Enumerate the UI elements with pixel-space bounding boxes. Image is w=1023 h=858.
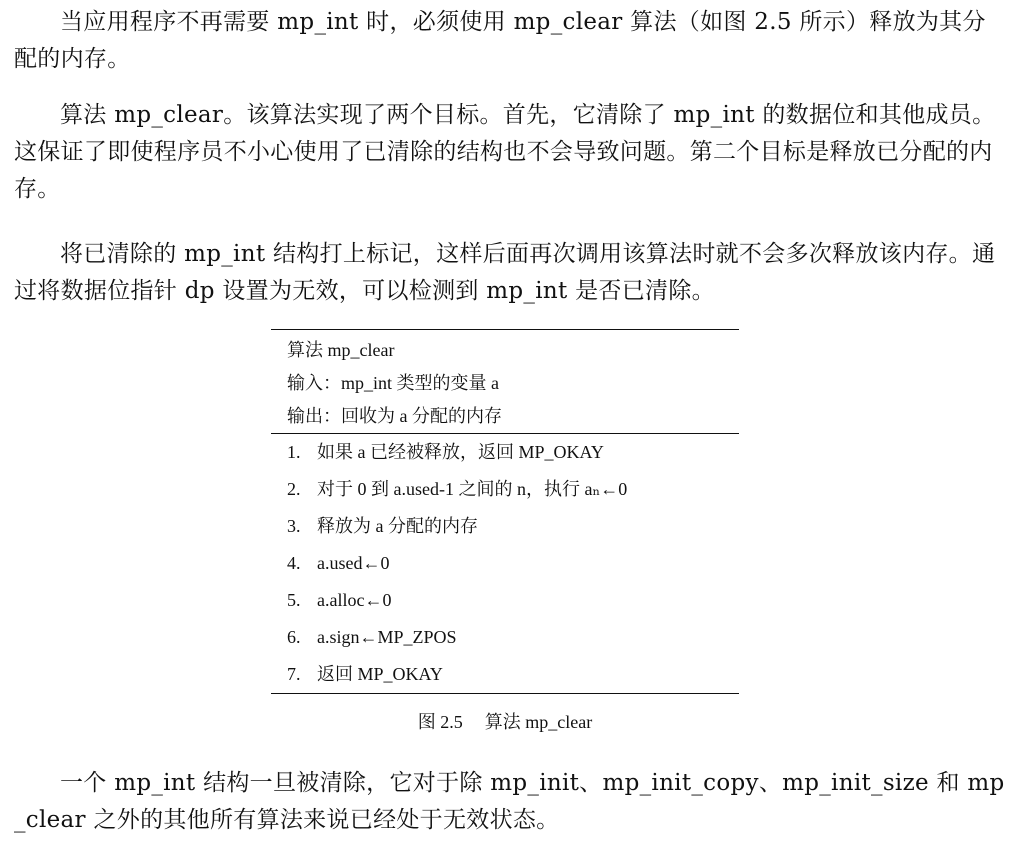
step-number: 3.: [287, 516, 301, 536]
step-text: 释放为 a 分配的内存: [317, 516, 478, 536]
step-text: 如果 a 已经被释放，返回 MP_OKAY: [317, 442, 604, 462]
step-text: a.sign←MP_ZPOS: [317, 627, 457, 647]
figure-title: 算法 mp_clear: [484, 712, 593, 732]
algorithm-title: 算法 mp_clear: [287, 340, 395, 360]
step-number: 6.: [287, 627, 301, 647]
algorithm-box: [271, 329, 739, 694]
algorithm-step: [271, 434, 739, 471]
algorithm-step: [271, 508, 739, 545]
algorithm-step: [271, 582, 739, 619]
step-number: 5.: [287, 590, 301, 610]
algorithm-step: [271, 656, 739, 693]
step-number: 2.: [287, 479, 301, 499]
algorithm-input: 输入：mp_int 类型的变量 a: [287, 373, 499, 393]
top-rule: [271, 329, 739, 330]
algorithm-output: 输出：回收为 a 分配的内存: [287, 406, 502, 426]
paragraph-algorithm-goals: 算法 mp_clear。该算法实现了两个目标。首先，它清除了 mp_int 的数据位和其他成员。这保证了即使程序员不小心使用了已清除的结构也不会导致问题。第二个目标是释放已分配的内存。: [14, 102, 996, 202]
paragraph-marking: 将已清除的 mp_int 结构打上标记，这样后面再次调用该算法时就不会多次释放该内存。通过将数据位指针 dp 设置为无效，可以检测到 mp_int 是否已清除。: [14, 241, 996, 304]
step-text: 对于 0 到 a.used-1 之间的 n，执行 aₙ←0: [317, 479, 628, 499]
bottom-rule: [271, 693, 739, 694]
step-text: a.alloc←0: [317, 590, 392, 610]
step-number: 4.: [287, 553, 301, 573]
algorithm-steps: [271, 434, 739, 693]
step-number: 1.: [287, 442, 301, 462]
step-text: 返回 MP_OKAY: [317, 664, 443, 684]
step-number: 7.: [287, 664, 301, 684]
paragraph-intro: 当应用程序不再需要 mp_int 时，必须使用 mp_clear 算法（如图 2.5 所示）释放为其分配的内存。: [14, 9, 986, 72]
figure-caption: [271, 708, 739, 734]
algorithm-step: [271, 545, 739, 582]
paragraph-invalid-state: 一个 mp_int 结构一旦被清除，它对于除 mp_init、mp_init_copy、mp_init_size 和 mp_clear 之外的其他所有算法来说已经处于无效状态。: [14, 770, 1005, 833]
figure-number: 图 2.5: [417, 712, 463, 732]
algorithm-step: [271, 471, 739, 508]
algorithm-step: [271, 619, 739, 656]
step-text: a.used←0: [317, 553, 390, 573]
